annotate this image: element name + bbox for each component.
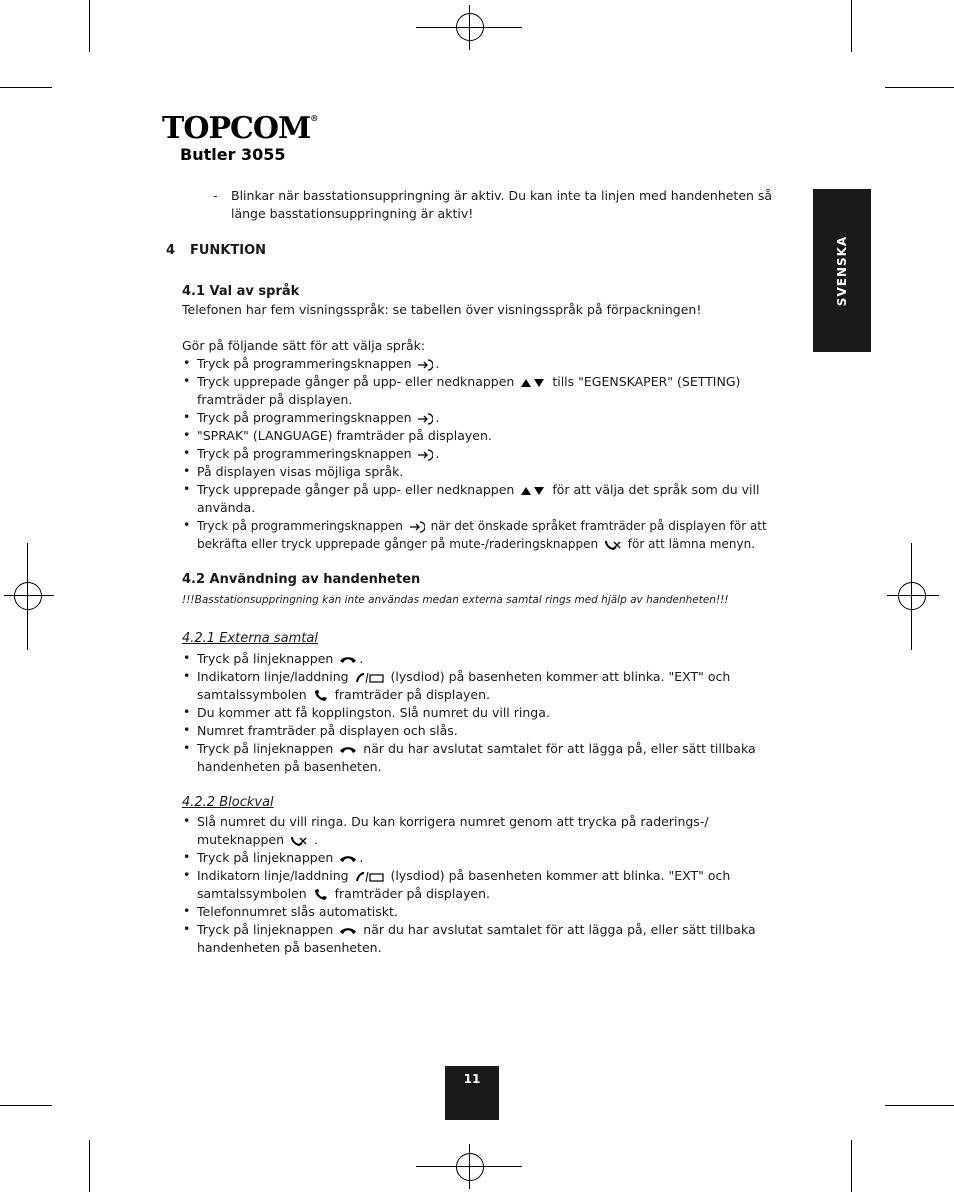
program-arrow-icon xyxy=(417,359,433,371)
list-item: "SPRAK" (LANGUAGE) framträder på displayen. xyxy=(197,428,492,443)
list-item: Tryck på programmeringsknappen . xyxy=(197,410,440,425)
program-arrow-icon xyxy=(409,521,425,533)
intro-dash: - xyxy=(213,188,218,203)
list-item-cont: framträder på displayen. xyxy=(197,392,353,407)
intro-line: Blinkar när basstationsuppringning är aktiv. Du kan inte ta linjen med handenheten så xyxy=(231,188,773,203)
bullet: • xyxy=(183,463,191,478)
crop-mark xyxy=(0,87,52,88)
bullet: • xyxy=(183,740,191,755)
subsubsection-title: 4.2.1 Externa samtal xyxy=(182,631,318,646)
bullet: • xyxy=(183,409,191,424)
bullet: • xyxy=(183,668,191,683)
mute-delete-icon xyxy=(290,835,308,847)
paragraph: Gör på följande sätt för att välja språk: xyxy=(182,338,426,353)
list-item: På displayen visas möjliga språk. xyxy=(197,464,404,479)
section-number: 4 xyxy=(166,243,176,258)
line-handset-icon xyxy=(339,926,357,936)
program-arrow-icon xyxy=(417,449,433,461)
language-tab-label: SVENSKA xyxy=(835,235,849,306)
list-item: Du kommer att få kopplingston. Slå numret du vill ringa. xyxy=(197,705,550,720)
program-arrow-icon xyxy=(417,413,433,425)
list-item-cont: samtalssymbolen framträder på displayen. xyxy=(197,886,490,901)
line-charge-led-icon xyxy=(355,672,385,684)
list-item: Tryck på programmeringsknappen . xyxy=(197,446,440,461)
bullet: • xyxy=(183,481,191,496)
subsection-title: 4.1 Val av språk xyxy=(182,284,300,299)
list-item-cont: använda. xyxy=(197,500,256,515)
line-handset-icon xyxy=(339,655,357,665)
language-tab xyxy=(813,189,871,352)
list-item-cont: samtalssymbolen framträder på displayen. xyxy=(197,687,490,702)
crop-mark xyxy=(885,1105,954,1106)
bullet: • xyxy=(183,722,191,737)
subsubsection-title: 4.2.2 Blockval xyxy=(182,795,274,810)
list-item: Tryck upprepade gånger på upp- eller nedknappen för att välja det språk som du vill xyxy=(197,482,760,497)
bullet: • xyxy=(183,445,191,460)
list-item: Tryck på programmeringsknappen . xyxy=(197,356,440,371)
bullet: • xyxy=(183,427,191,442)
bullet: • xyxy=(183,813,191,828)
brand-logo: TOPCOM® xyxy=(162,111,318,146)
list-item: Tryck på linjeknappen . xyxy=(197,850,364,865)
warning-note: !!!Basstationsuppringning kan inte användas medan externa samtal rings med hjälp av handenheten!!! xyxy=(182,594,729,606)
line-handset-icon xyxy=(339,745,357,755)
bullet: • xyxy=(183,355,191,370)
crop-mark xyxy=(0,1105,52,1106)
list-item: Tryck på linjeknappen när du har avslutat samtalet för att lägga på, eller sätt tillbaka xyxy=(197,922,756,937)
up-down-arrows-icon xyxy=(520,485,546,497)
list-item: Tryck på linjeknappen när du har avslutat samtalet för att lägga på, eller sätt tillbaka xyxy=(197,741,756,756)
crop-mark xyxy=(851,1140,852,1192)
list-item-cont: handenheten på basenheten. xyxy=(197,759,382,774)
up-down-arrows-icon xyxy=(520,377,546,389)
bullet: • xyxy=(183,704,191,719)
bullet: • xyxy=(183,849,191,864)
intro-line: länge basstationsuppringning är aktiv! xyxy=(231,206,474,221)
list-item-cont: handenheten på basenheten. xyxy=(197,940,382,955)
page-number: 11 xyxy=(445,1066,499,1120)
call-symbol-icon xyxy=(313,690,329,702)
list-item: Telefonnumret slås automatiskt. xyxy=(197,904,398,919)
list-item: Indikatorn linje/laddning (lysdiod) på basenheten kommer att blinka. "EXT" och xyxy=(197,669,731,684)
list-item-cont: muteknappen . xyxy=(197,832,318,847)
section-title: FUNKTION xyxy=(190,243,267,258)
mute-delete-icon xyxy=(604,539,622,551)
bullet: • xyxy=(183,373,191,388)
crop-mark xyxy=(89,1140,90,1192)
list-item: Indikatorn linje/laddning (lysdiod) på basenheten kommer att blinka. "EXT" och xyxy=(197,868,731,883)
paragraph: Telefonen har fem visningsspråk: se tabellen över visningsspråk på förpackningen! xyxy=(182,302,702,317)
line-handset-icon xyxy=(339,854,357,864)
model-name: Butler 3055 xyxy=(180,145,286,164)
list-item-cont: bekräfta eller tryck upprepade gånger på mute-/raderingsknappen för att lämna menyn. xyxy=(197,537,756,551)
list-item: Tryck upprepade gånger på upp- eller nedknappen tills "EGENSKAPER" (SETTING) xyxy=(197,374,741,389)
list-item: Slå numret du vill ringa. Du kan korrigera numret genom att trycka på raderings-/ xyxy=(197,814,709,829)
crop-mark xyxy=(885,87,954,88)
crop-mark xyxy=(89,0,90,52)
list-item: Tryck på programmeringsknappen när det önskade språket framträder på displayen för att xyxy=(197,519,767,533)
bullet: • xyxy=(183,867,191,882)
list-item: Numret framträder på displayen och slås. xyxy=(197,723,458,738)
crop-mark xyxy=(851,0,852,52)
list-item: Tryck på linjeknappen . xyxy=(197,651,364,666)
bullet: • xyxy=(183,921,191,936)
call-symbol-icon xyxy=(313,889,329,901)
subsection-title: 4.2 Användning av handenheten xyxy=(182,572,421,587)
bullet: • xyxy=(183,903,191,918)
line-charge-led-icon xyxy=(355,871,385,883)
bullet: • xyxy=(183,517,191,532)
bullet: • xyxy=(183,650,191,665)
